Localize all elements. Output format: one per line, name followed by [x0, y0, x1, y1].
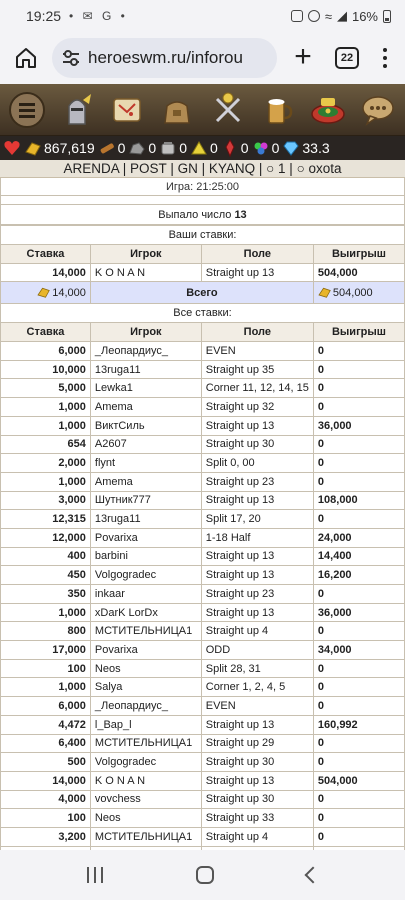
win-amount: 0: [313, 435, 404, 454]
player-link[interactable]: Amema: [90, 398, 201, 417]
player-link[interactable]: flynt: [90, 454, 201, 473]
player-link[interactable]: МСТИТЕЛЬНИЦА1: [90, 734, 201, 753]
mercury-icon: [159, 139, 177, 157]
table-row: [1, 360, 405, 379]
table-row: [1, 379, 405, 398]
sulfur-icon: [190, 139, 208, 157]
game-time: Игра: 21:25:00: [0, 178, 405, 196]
resource-mercury: 0: [159, 139, 187, 157]
bet-amount: 1,000: [1, 603, 91, 622]
player-link[interactable]: _Леопардиус_: [90, 697, 201, 716]
player-link[interactable]: _Леопардиус_: [90, 342, 201, 361]
win-amount: 24,000: [313, 528, 404, 547]
bet-amount: 12,000: [1, 528, 91, 547]
player-link[interactable]: МСТИТЕЛЬНИЦА1: [90, 827, 201, 846]
win-amount: 36,000: [313, 603, 404, 622]
table-row: [1, 472, 405, 491]
resource-diamonds: 33.3: [282, 139, 329, 157]
gold-icon: [37, 286, 51, 298]
table-row: [1, 585, 405, 604]
table-row: [1, 398, 405, 417]
result-label: Выпало число: [158, 209, 232, 221]
bet-field: Straight up 4: [201, 827, 313, 846]
bet-amount: 450: [1, 566, 91, 585]
player-link[interactable]: ВиктСиль: [90, 416, 201, 435]
table-row: [1, 416, 405, 435]
bet-amount: 5,000: [1, 379, 91, 398]
win-amount: 16,200: [313, 566, 404, 585]
win-amount: 34,000: [313, 641, 404, 660]
win-amount: 0: [313, 510, 404, 529]
bet-amount: 6,000: [1, 697, 91, 716]
resource-sulfur: 0: [190, 139, 218, 157]
win-amount: 160,992: [313, 715, 404, 734]
all-bets-header: Ставка Игрок Поле Выигрыш: [1, 323, 405, 342]
table-row: [1, 342, 405, 361]
map-icon[interactable]: [107, 90, 147, 130]
win-amount: 0: [313, 753, 404, 772]
resource-wood: 0: [98, 139, 126, 157]
wood-icon: [98, 139, 116, 157]
bet-amount: 17,000: [1, 641, 91, 660]
diamond-icon: [282, 139, 300, 157]
link-oxota[interactable]: ○ oxota: [296, 161, 342, 176]
bet-amount: 4,472: [1, 715, 91, 734]
address-bar[interactable]: [52, 38, 277, 78]
table-row: [1, 510, 405, 529]
bet-amount: 3,200: [1, 827, 91, 846]
bet-field: Straight up 13: [201, 771, 313, 790]
bet-amount: 1,000: [1, 416, 91, 435]
bet-amount: 800: [1, 622, 91, 641]
bet-field: Straight up 32: [201, 398, 313, 417]
win-amount: 0: [313, 585, 404, 604]
win-amount: 0: [313, 734, 404, 753]
recent-apps-button[interactable]: [87, 867, 103, 883]
link-1[interactable]: ○ 1: [266, 161, 286, 176]
player-link[interactable]: Шутник777: [90, 491, 201, 510]
table-row: [1, 528, 405, 547]
table-row: [1, 547, 405, 566]
chat-icon[interactable]: [358, 90, 398, 130]
bet-field: Straight up 30: [201, 753, 313, 772]
table-row: [1, 454, 405, 473]
win-amount: 0: [313, 360, 404, 379]
bet-amount: 100: [1, 659, 91, 678]
system-nav-bar: [0, 850, 405, 900]
bet-field: Split 0, 00: [201, 454, 313, 473]
player-link[interactable]: K O N A N: [90, 771, 201, 790]
win-amount: 108,000: [313, 491, 404, 510]
player-link[interactable]: Volgogradec: [90, 753, 201, 772]
bag-icon[interactable]: [157, 90, 197, 130]
bet-amount: 6,400: [1, 734, 91, 753]
win-amount: 0: [313, 790, 404, 809]
bet-amount: 3,000: [1, 491, 91, 510]
win-amount: 0: [313, 678, 404, 697]
win-amount: 0: [313, 342, 404, 361]
bet-amount: 4,000: [1, 790, 91, 809]
table-row: [1, 659, 405, 678]
table-row: [1, 435, 405, 454]
bet-field: Straight up 23: [201, 585, 313, 604]
player-link[interactable]: Neos: [90, 659, 201, 678]
quick-links: ARENDA | POST | GN | KYANQ | ○ 1 | ○ oxota: [0, 160, 405, 178]
bet-field: 1-18 Half: [201, 528, 313, 547]
bet-amount: 2,000: [1, 454, 91, 473]
bet-amount: 100: [1, 809, 91, 828]
win-amount: 0: [313, 398, 404, 417]
bet-field: Straight up 13: [201, 491, 313, 510]
browser-menu-button[interactable]: [373, 40, 397, 76]
bet-amount: 14,000: [1, 771, 91, 790]
win-amount: 0: [313, 622, 404, 641]
your-bets-total: 14,000 Всего 504,000: [1, 282, 405, 304]
battery-percent: 16%: [351, 8, 378, 24]
player-link[interactable]: Lewka1: [90, 379, 201, 398]
url-text: heroeswm.ru/inforou: [88, 48, 243, 67]
bet-amount: 1,000: [1, 678, 91, 697]
tab-switcher-button[interactable]: 22: [335, 47, 359, 69]
home-button[interactable]: [8, 40, 44, 76]
table-row: [1, 566, 405, 585]
status-time: 19:25: [26, 8, 62, 24]
bet-field: EVEN: [201, 697, 313, 716]
win-amount: 0: [313, 659, 404, 678]
game-menu-bar: [0, 84, 405, 136]
bet-amount: 14,000: [1, 263, 91, 282]
bet-field: Corner 11, 12, 14, 15: [201, 379, 313, 398]
link-post[interactable]: POST: [130, 161, 167, 176]
bet-amount: 1,000: [1, 472, 91, 491]
table-row: [1, 641, 405, 660]
table-row: [1, 790, 405, 809]
resource-gems: 0: [252, 139, 280, 157]
result-line: [0, 205, 405, 225]
win-amount: 0: [313, 454, 404, 473]
roulette-info-page: [0, 178, 405, 850]
win-amount: 36,000: [313, 416, 404, 435]
bet-amount: 1,000: [1, 398, 91, 417]
your-bets-title: Ваши ставки:: [1, 226, 405, 245]
screenshot-icon: [291, 10, 303, 22]
bet-field: Straight up 30: [201, 435, 313, 454]
table-row: [1, 622, 405, 641]
bet-field: Straight up 13: [201, 566, 313, 585]
bet-field: ODD: [201, 641, 313, 660]
table-row: [1, 734, 405, 753]
player-link[interactable]: inkaar: [90, 585, 201, 604]
bet-amount: 654: [1, 435, 91, 454]
bet-field: Split 28, 31: [201, 659, 313, 678]
bet-field: EVEN: [201, 342, 313, 361]
new-tab-button[interactable]: +: [294, 40, 312, 73]
browser-toolbar: [0, 32, 405, 84]
win-amount: 0: [313, 827, 404, 846]
crystal-icon: [221, 139, 239, 157]
bet-field: Straight up 13: [201, 547, 313, 566]
bet-field: Split 17, 20: [201, 510, 313, 529]
table-row: [1, 771, 405, 790]
table-row: [1, 678, 405, 697]
bet-amount: 12,315: [1, 510, 91, 529]
wifi-icon: ≈: [324, 8, 332, 24]
win-amount: 504,000: [313, 263, 404, 282]
resource-gold: 867,619: [24, 139, 95, 157]
bet-field: Straight up 4: [201, 622, 313, 641]
gold-icon: [24, 139, 42, 157]
bet-field: Straight up 13: [201, 263, 313, 282]
player-link[interactable]: Povarixa: [90, 528, 201, 547]
your-bets-table: [0, 225, 405, 865]
resource-ore: 0: [128, 139, 156, 157]
bet-field: Straight up 29: [201, 734, 313, 753]
battery-icon: [383, 10, 391, 23]
win-amount: 0: [313, 379, 404, 398]
player-link[interactable]: МСТИТЕЛЬНИЦА1: [90, 622, 201, 641]
table-row: [1, 263, 405, 282]
table-row: [1, 715, 405, 734]
table-row: [1, 827, 405, 846]
health-icon: [3, 139, 21, 157]
bet-amount: 350: [1, 585, 91, 604]
bet-amount: 10,000: [1, 360, 91, 379]
win-amount: 0: [313, 697, 404, 716]
player-link[interactable]: barbini: [90, 547, 201, 566]
knight-icon[interactable]: [57, 90, 97, 130]
bet-field: Straight up 23: [201, 472, 313, 491]
bet-field: Straight up 33: [201, 809, 313, 828]
notification-icons: • ✉ G •: [69, 9, 128, 23]
win-amount: 0: [313, 809, 404, 828]
resource-crystal: 0: [221, 139, 249, 157]
table-row: [1, 603, 405, 622]
win-amount: 0: [313, 472, 404, 491]
bet-amount: 6,000: [1, 342, 91, 361]
site-settings-icon[interactable]: [62, 50, 80, 66]
tavern-icon[interactable]: [258, 90, 298, 130]
home-menu-icon[interactable]: [7, 90, 47, 130]
player-link[interactable]: Amema: [90, 472, 201, 491]
player-link[interactable]: vovchess: [90, 790, 201, 809]
bet-field: Straight up 13: [201, 603, 313, 622]
player-link[interactable]: 13ruga11: [90, 510, 201, 529]
win-amount: 14,400: [313, 547, 404, 566]
bet-amount: 400: [1, 547, 91, 566]
battle-icon[interactable]: [208, 90, 248, 130]
player-link[interactable]: 13ruga11: [90, 360, 201, 379]
roulette-icon[interactable]: [308, 90, 348, 130]
table-row: [1, 753, 405, 772]
player-link[interactable]: Povarixa: [90, 641, 201, 660]
link-arenda[interactable]: ARENDA: [63, 161, 120, 176]
all-bets-title: Все ставки:: [1, 304, 405, 323]
your-bets-header: Ставка Игрок Поле Выигрыш: [1, 245, 405, 264]
table-row: [1, 697, 405, 716]
status-bar: [0, 0, 405, 32]
bet-field: Straight up 13: [201, 416, 313, 435]
player-link[interactable]: Volgogradec: [90, 566, 201, 585]
link-kyanq[interactable]: KYANQ: [208, 161, 256, 176]
player-link[interactable]: Neos: [90, 809, 201, 828]
bet-field: Straight up 35: [201, 360, 313, 379]
gold-icon: [318, 286, 332, 298]
bet-field: Straight up 13: [201, 715, 313, 734]
table-row: [1, 809, 405, 828]
bet-amount: 500: [1, 753, 91, 772]
alarm-icon: [308, 10, 320, 22]
home-icon: [14, 46, 38, 70]
player-link[interactable]: xDarK LorDx: [90, 603, 201, 622]
player-link[interactable]: K O N A N: [90, 263, 201, 282]
home-nav-button[interactable]: [196, 866, 214, 884]
link-gn[interactable]: GN: [177, 161, 198, 176]
gems-icon: [252, 139, 270, 157]
player-link[interactable]: A2607: [90, 435, 201, 454]
win-amount: 504,000: [313, 771, 404, 790]
bet-field: Corner 1, 2, 4, 5: [201, 678, 313, 697]
resource-bar: [0, 136, 405, 160]
table-row: [1, 491, 405, 510]
player-link[interactable]: Salya: [90, 678, 201, 697]
back-button[interactable]: [304, 867, 321, 884]
ore-icon: [128, 139, 146, 157]
signal-icon: ◢: [336, 8, 347, 23]
result-number: 13: [234, 209, 247, 221]
bet-field: Straight up 30: [201, 790, 313, 809]
player-link[interactable]: l_Bap_l: [90, 715, 201, 734]
